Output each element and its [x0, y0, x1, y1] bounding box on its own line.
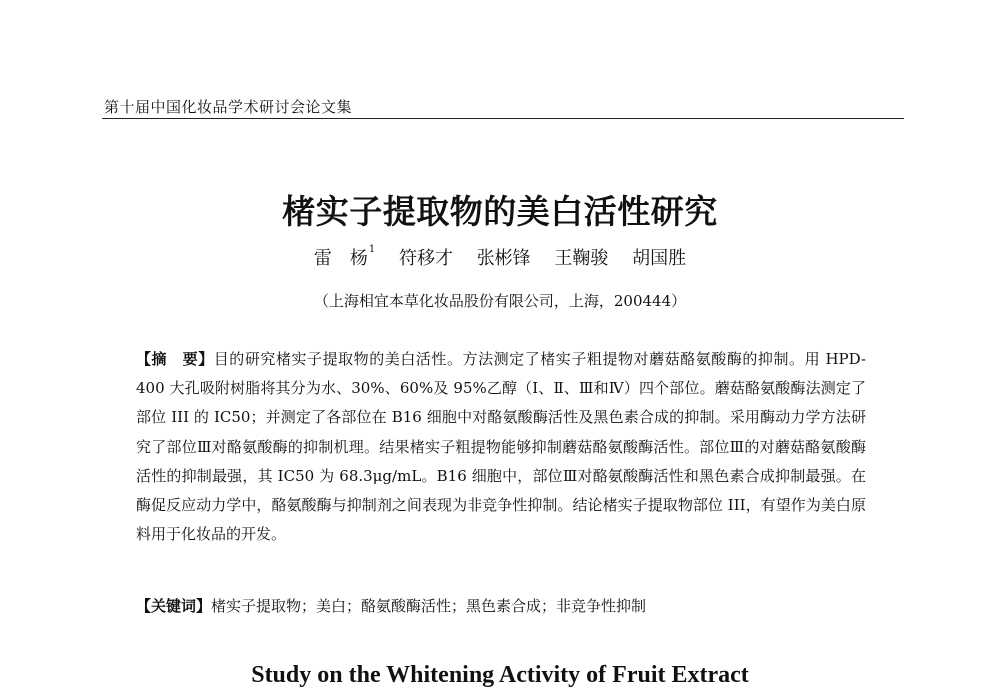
author-name: 雷 杨$^1$ — [313, 244, 376, 269]
abstract-label: 【摘 要】 — [136, 350, 214, 368]
author-list — [0, 244, 1000, 270]
paper-title: 楮实子提取物的美白活性研究 — [282, 192, 718, 231]
affiliation: （上海相宜本草化妆品股份有限公司，上海，200444） — [313, 292, 687, 310]
author-affiliation-mark: 1 — [368, 244, 376, 255]
author-name: 张彬锋 — [476, 248, 531, 269]
abstract — [136, 345, 866, 549]
keywords — [136, 595, 866, 616]
running-header: 第十届中国化妆品学术研讨会论文集 — [104, 98, 353, 116]
author-name: 符移才 — [398, 248, 453, 269]
header-rule — [102, 118, 904, 119]
author-name: 胡国胜 — [632, 248, 687, 269]
keywords-label: 【关键词】 — [136, 597, 212, 615]
author-name: 王鞠骏 — [554, 248, 609, 269]
abstract-text: 目的研究楮实子提取物的美白活性。方法测定了楮实子粗提物对蘑菇酪氨酸酶的抑制。用 HPD-400 大孔吸附树脂将其分为水、30%、60%及 95%乙醇（Ⅰ、Ⅱ、Ⅲ和Ⅳ）四个部位。蘑菇酪氨酸酶法测定了部位 III 的 IC50；并测定了各部位在 B16 细胞中对酪氨酸酶活性及黑色素合成的抑制。采用酶动力学方法研究了部位Ⅲ对酪氨酸酶的抑制机理。结果楮实子粗提物能够抑制蘑菇酪氨酸酶活性。部位Ⅲ的对蘑菇酪氨酸酶活性的抑制最强，其 IC50 为 68.3μg/mL。B16 细胞中，部位Ⅲ对酪氨酸酶活性和黑色素合成抑制最强。在酶促反应动力学中，酪氨酸酶与抑制剂之间表现为非竞争性抑制。结论楮实子提取物部位 III，有望作为美白原料用于化妆品的开发。 — [136, 350, 866, 544]
english-title: Study on the Whitening Activity of Fruit Extract — [251, 662, 749, 688]
keywords-text: 楮实子提取物；美白；酪氨酸酶活性；黑色素合成；非竞争性抑制 — [211, 597, 647, 615]
